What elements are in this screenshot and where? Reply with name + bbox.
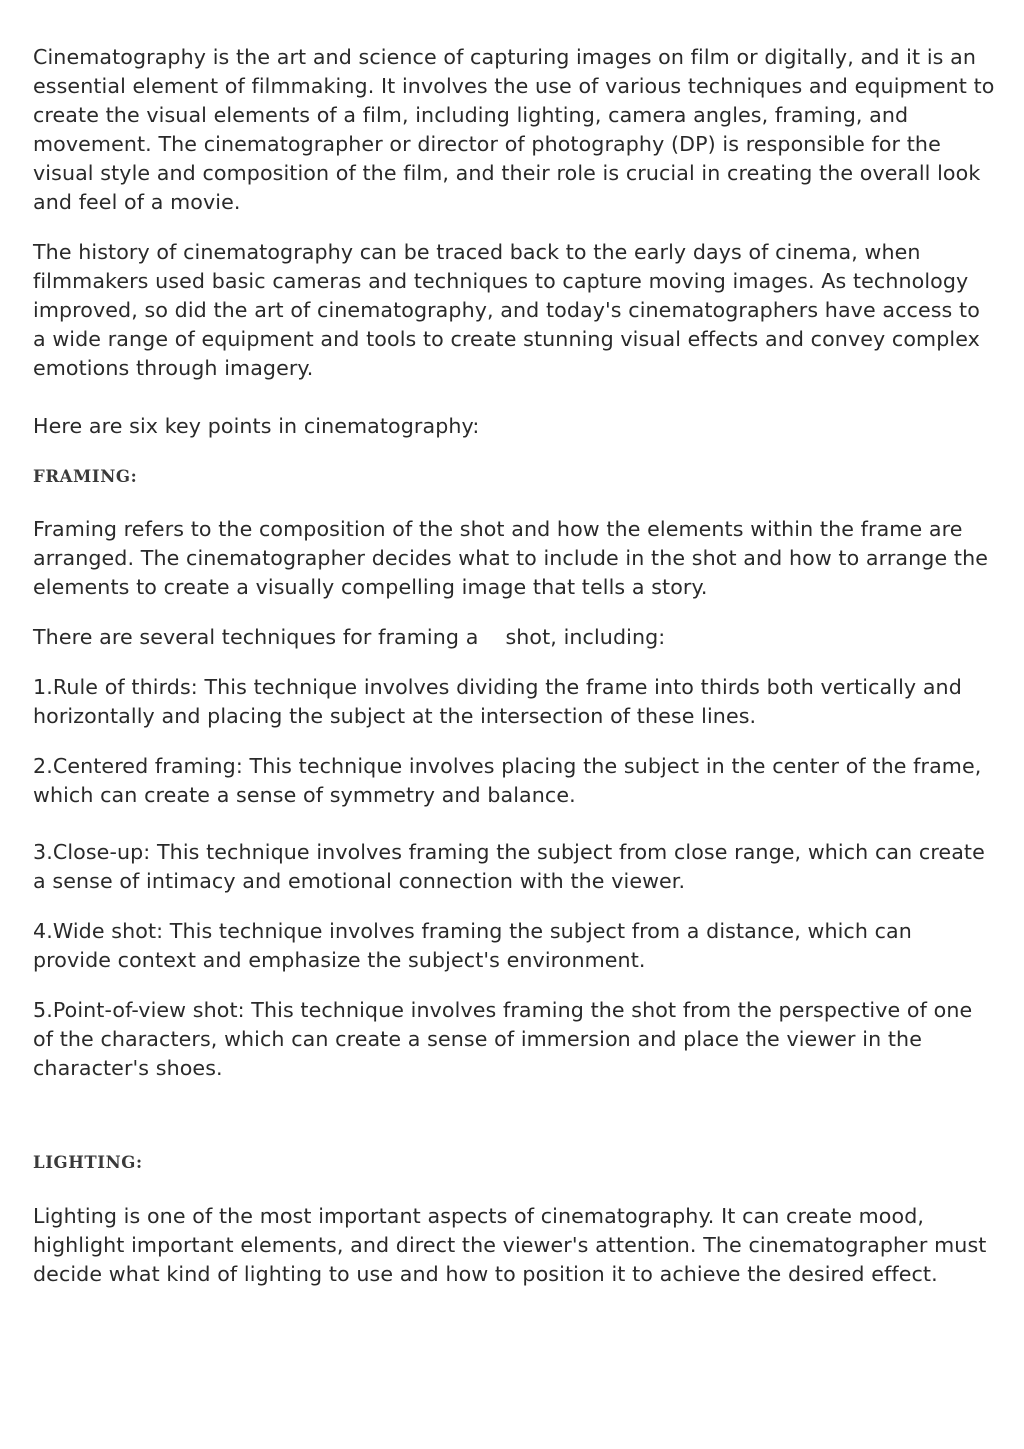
technique-rule-of-thirds: 1.Rule of thirds: This technique involves dividing the frame into thirds both vertically and horizontally and placing the subject at the intersection of these lines. — [33, 675, 962, 728]
technique-wide-shot: 4.Wide shot: This technique involves framing the subject from a distance, which can provide context and emphasize the subject's environment. — [33, 919, 912, 972]
techniques-intro-part-1: There are several techniques for framing a — [33, 625, 479, 649]
lighting-description: Lighting is one of the most important aspects of cinematography. It can create mood, highlight important elements, and direct the viewer's attention. The cinematographer must decide what kind of lighting to use and how to position it to achieve the desired effect. — [33, 1204, 987, 1286]
techniques-intro-part-2: shot, including: — [505, 625, 666, 649]
technique-centered-framing: 2.Centered framing: This technique involves placing the subject in the center of the frame, which can create a sense of symmetry and balance. — [33, 754, 982, 807]
intro-paragraph-2: The history of cinematography can be traced back to the early days of cinema, when filmmakers used basic cameras and techniques to capture moving images. As technology improved, so did the art of cinematography, and today's cinematographers have access to a wide range of equipment and tools to create stunning visual effects and convey complex emotions through imagery. — [33, 240, 980, 380]
framing-techniques-intro — [33, 623, 995, 652]
technique-close-up: 3.Close-up: This technique involves framing the subject from close range, which can create a sense of intimacy and emotional connection with the viewer. — [33, 840, 985, 893]
key-points-lead: Here are six key points in cinematography: — [33, 414, 480, 438]
document-page — [33, 43, 995, 1289]
intro-paragraph-1: Cinematography is the art and science of capturing images on film or digitally, and it is an essential element of filmmaking. It involves the use of various techniques and equipment to create the visual elements of a film, including lighting, camera angles, framing, and movement. The cinematographer or director of photography (DP) is responsible for the visual style and composition of the film, and their role is crucial in creating the overall look and feel of a movie. — [33, 45, 995, 214]
framing-heading: FRAMING: — [33, 467, 138, 486]
technique-point-of-view: 5.Point-of-view shot: This technique involves framing the shot from the perspective of one of the characters, which can create a sense of immersion and place the viewer in the character's shoes. — [33, 998, 973, 1080]
framing-description: Framing refers to the composition of the shot and how the elements within the frame are arranged. The cinematographer decides what to include in the shot and how to arrange the elements to create a visually compelling image that tells a story. — [33, 517, 988, 599]
lighting-heading: LIGHTING: — [33, 1153, 143, 1172]
